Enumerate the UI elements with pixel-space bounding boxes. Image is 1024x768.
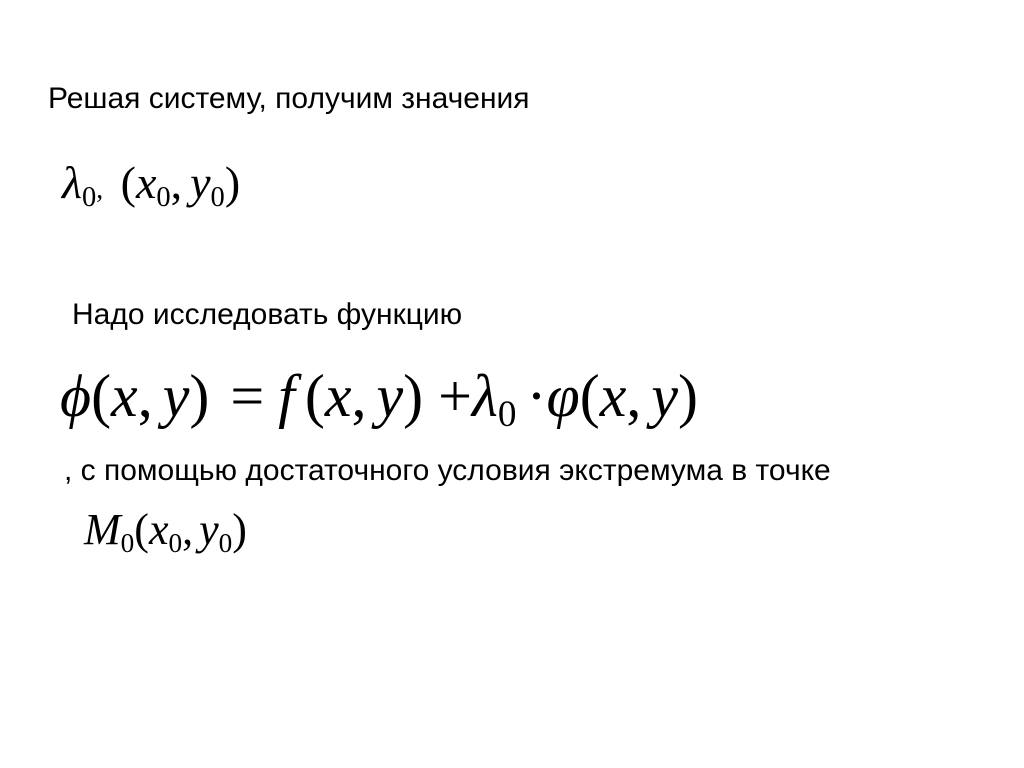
m-symbol: M xyxy=(84,505,121,554)
x-variable: x xyxy=(135,157,157,208)
close-paren: ) xyxy=(224,157,241,208)
lambda-subscript: 0 xyxy=(497,394,517,436)
y-subscript: 0 xyxy=(210,181,225,213)
y-variable: y xyxy=(199,505,219,554)
open-paren: ( xyxy=(91,363,112,429)
equals-sign: = xyxy=(230,363,265,429)
close-paren: ) xyxy=(677,363,698,429)
x-variable: x xyxy=(148,505,169,554)
varphi-symbol: φ xyxy=(546,363,580,429)
comma: , xyxy=(626,363,642,429)
x-variable: x xyxy=(111,363,138,429)
y-variable: y xyxy=(162,363,190,429)
open-paren: ( xyxy=(304,363,325,429)
close-paren: ) xyxy=(403,363,424,429)
open-paren: ( xyxy=(134,505,149,554)
text-line-sufficient-condition: , с помощью достаточного условия экстремума в точке xyxy=(64,454,831,487)
comma: , xyxy=(351,363,367,429)
plus-sign: + xyxy=(438,363,472,429)
formula-point-m0 xyxy=(84,505,247,558)
comma: , xyxy=(182,505,194,554)
y-variable: y xyxy=(190,157,211,208)
phi-symbol: ϕ xyxy=(60,363,92,429)
formula-lagrange-function xyxy=(60,363,698,436)
x-subscript: 0 xyxy=(156,181,171,213)
lambda-symbol: λ xyxy=(471,363,498,429)
text-line-solving-system: Решая систему, получим значения xyxy=(48,82,530,115)
m-subscript: 0 xyxy=(120,527,135,558)
y-subscript: 0 xyxy=(218,527,233,558)
y-variable: y xyxy=(376,363,404,429)
multiplication-dot: · xyxy=(526,363,547,429)
lambda-symbol: λ xyxy=(62,157,82,208)
y-variable: y xyxy=(651,363,678,429)
f-symbol: f xyxy=(278,363,295,429)
text-line-investigate-function: Надо исследовать функцию xyxy=(72,298,463,331)
comma: , xyxy=(170,157,183,208)
open-paren: ( xyxy=(120,157,136,208)
x-variable: x xyxy=(324,363,352,429)
close-paren: ) xyxy=(232,505,247,554)
x-variable: x xyxy=(599,363,627,429)
x-subscript: 0 xyxy=(168,527,183,558)
comma: , xyxy=(96,173,104,204)
open-paren: ( xyxy=(579,363,600,429)
close-paren: ) xyxy=(189,363,210,429)
lambda-subscript: 0 xyxy=(81,181,97,213)
formula-lambda-point xyxy=(62,157,241,213)
comma: , xyxy=(137,363,153,429)
